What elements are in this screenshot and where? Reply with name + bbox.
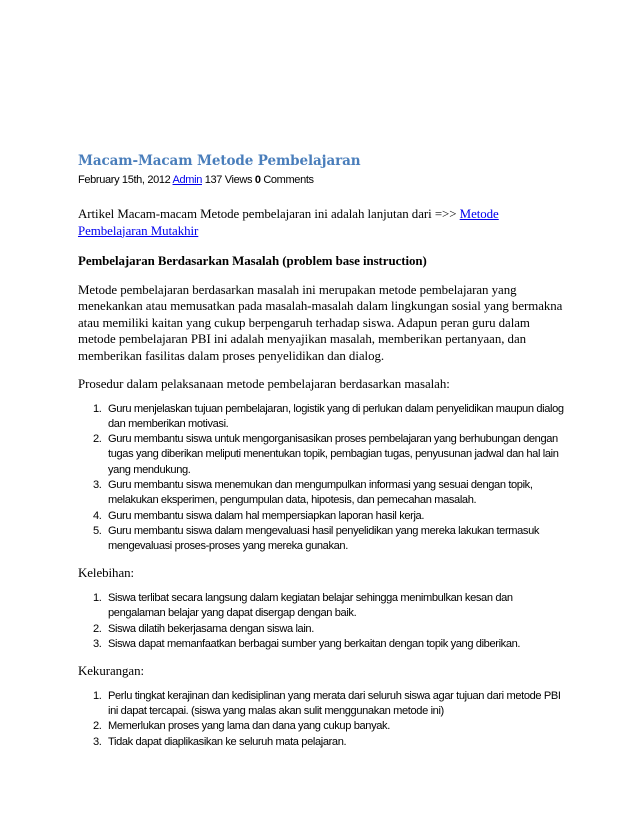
list-item-text: Memerlukan proses yang lama dan dana yang cukup banyak. [108,720,390,733]
list-number: 4. [93,509,102,522]
list-item-text: Perlu tingkat kerajinan dan kedisiplinan yang merata dari seluruh siswa agar tujuan dari metode PBI ini dapat tercapai. (siswa yang malas akan sulit menggunakan metode ini) [108,689,561,717]
list-item-text: Siswa dapat memanfaatkan berbagai sumber yang berkaitan dengan topik yang diberikan. [108,637,521,650]
list-item-text: Guru membantu siswa dalam hal mempersiapkan laporan hasil kerja. [108,509,425,522]
list-item [78,622,566,637]
intro-text: Artikel Macam-macam Metode pembelajaran ini adalah lanjutan dari =>> [78,207,460,221]
list-number: 1. [93,591,102,604]
list-item [78,432,566,478]
list-item [78,719,566,734]
list-number: 2. [93,622,102,635]
article [78,152,566,750]
list-item-text: Guru membantu siswa menemukan dan mengumpulkan informasi yang sesuai dengan topik, melakukan eksperimen, pengumpulan data, hipotesis, dan pemecahan masalah. [108,478,533,507]
list-number: 3. [93,735,102,748]
list-item [78,591,566,622]
list-item-text: Guru membantu siswa dalam mengevaluasi hasil penyelidikan yang mereka lakukan termasuk mengevaluasi proses-proses yang mereka gunakan. [108,524,540,553]
procedure-list [78,402,566,555]
list-item-text: Siswa terlibat secara langsung dalam kegiatan belajar sehingga menimbulkan kesan dan pengalaman belajar yang dapat disergap dengan baik. [108,591,513,620]
list-item [78,637,566,652]
list-item [78,735,566,750]
section-heading: Pembelajaran Berdasarkan Masalah (problem base instruction) [78,254,427,268]
list-number: 3. [93,637,102,650]
procedure-intro: Prosedur dalam pelaksanaan metode pembelajaran berdasarkan masalah: [78,377,450,391]
list-number: 3. [93,478,102,491]
description-paragraph: Metode pembelajaran berdasarkan masalah ini merupakan metode pembelajaran yang menekankan atau memusatkan pada masalah-masalah dalam lingkungan sosial yang bermakna atau memiliki kaitan yang cukup berpengaruh terhadap siswa. Adapun peran guru dalam metode pembelajaran PBI ini adalah menyajikan masalah, memberikan pertanyaan, dan memberikan fasilitas dalam proses penyelidikan dan dialog. [78,282,563,363]
intro-paragraph [78,206,566,239]
list-item [78,478,566,509]
advantages-label: Kelebihan: [78,566,135,581]
list-item-text: Guru menjelaskan tujuan pembelajaran, logistik yang di perlukan dalam penyelidikan maupun dialog dan memberikan motivasi. [108,402,564,430]
comment-label: Comments [263,174,314,186]
author-link[interactable]: Admin [172,174,202,186]
article-title: Macam-Macam Metode Pembelajaran [78,153,361,169]
list-number: 2. [93,433,102,446]
comment-count: 0 [254,174,261,186]
list-item-text: Siswa dilatih bekerjasama dengan siswa lain. [108,622,314,635]
list-item [78,524,566,555]
list-item [78,402,566,433]
post-date: February 15th, 2012 [78,174,171,186]
disadvantages-label: Kekurangan: [78,664,145,679]
list-item-text: Tidak dapat diaplikasikan ke seluruh mata pelajaran. [108,735,347,748]
related-article-link[interactable]: Metode Pembelajaran Mutakhir [78,207,499,238]
article-meta [78,173,566,188]
list-item [78,509,566,524]
list-number: 1. [93,689,102,702]
advantages-list [78,591,566,652]
list-item-text: Guru membantu siswa untuk mengorganisasikan proses pembelajaran yang berhubungan dengan tugas yang diberikan meliputi menentukan topik, pembagian tugas, penyusunan jadwal dan hal lain yang mendukung. [108,433,559,476]
list-number: 2. [93,720,102,733]
view-count: 137 Views [204,174,253,186]
disadvantages-list [78,689,566,750]
list-number: 1. [93,402,102,415]
list-item [78,689,566,720]
list-number: 5. [93,524,102,537]
